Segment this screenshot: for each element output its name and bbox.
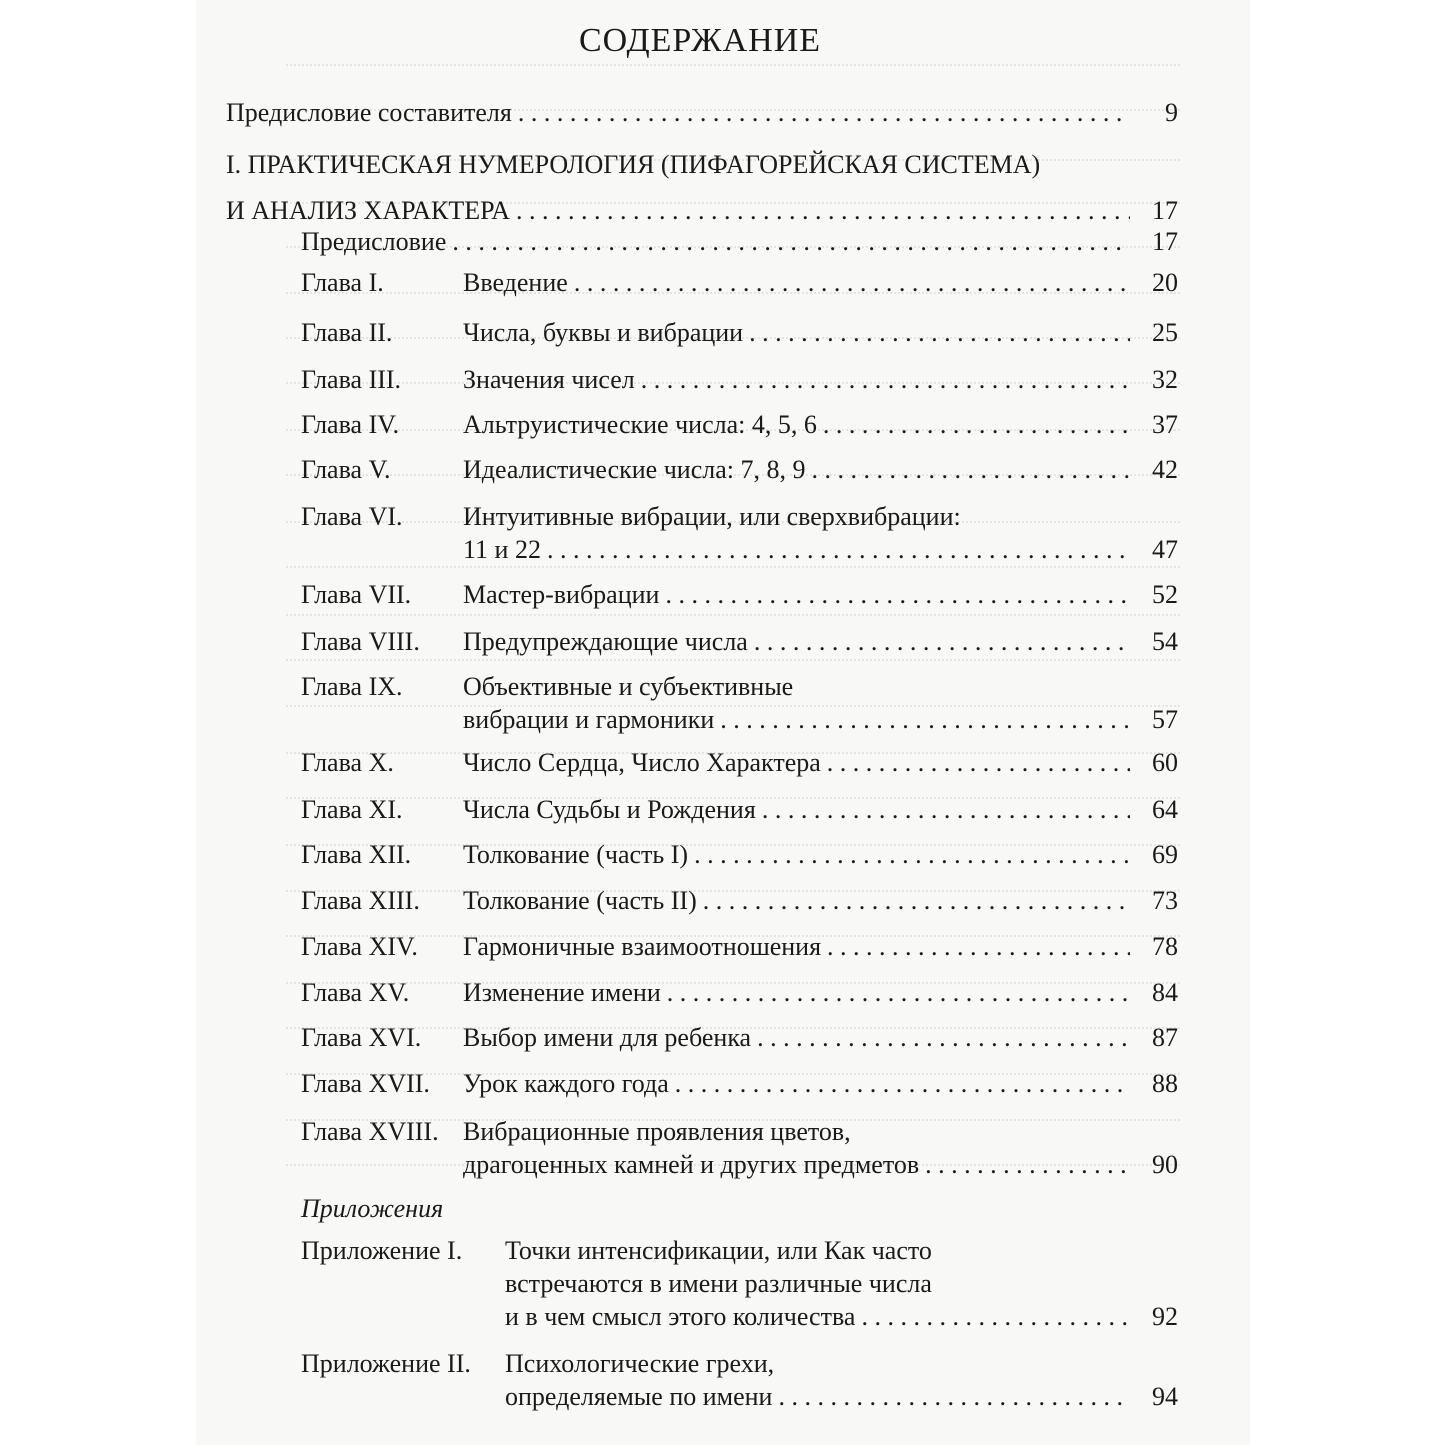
leader-dots: [516, 196, 1130, 226]
part-title-line1: I. ПРАКТИЧЕСКАЯ НУМЕРОЛОГИЯ (ПИФАГОРЕЙСКАЯ СИСТЕМА): [226, 150, 1041, 179]
toc-entry-chapter: [301, 627, 1178, 657]
toc-entry-chapter: [301, 580, 1178, 610]
page-number: 87: [1152, 1023, 1178, 1052]
leader-dots: [827, 748, 1130, 778]
toc-entry-chapter: [301, 268, 1178, 298]
page-number: 92: [1152, 1302, 1178, 1331]
toc-entry-part1-preface: [301, 227, 1178, 257]
entry-title-line: встречаются в имени различные числа: [505, 1269, 932, 1298]
page-number: 20: [1152, 268, 1178, 297]
leader-dots: [762, 795, 1130, 825]
toc-entry-chapter: [301, 1069, 1178, 1099]
leader-dots: [812, 455, 1131, 485]
toc-entry-appendix: [301, 1236, 1178, 1332]
chapter-label: Глава II.: [301, 318, 393, 347]
toc-entry-chapter: [301, 1023, 1178, 1053]
page-number: 17: [1152, 196, 1178, 225]
page-number: 25: [1152, 318, 1178, 347]
entry-title: Альтруистические числа: 4, 5, 6: [463, 410, 817, 439]
toc-entry-chapter: [301, 318, 1178, 348]
appendix-heading: Приложения: [301, 1194, 444, 1223]
entry-title-line: Интуитивные вибрации, или сверхвибрации:: [463, 502, 961, 531]
entry-title: Введение: [463, 268, 568, 297]
page-number: 57: [1152, 705, 1178, 734]
page-number: 54: [1152, 627, 1178, 656]
toc-entry-part1: [226, 150, 1178, 226]
entry-title: Урок каждого года: [463, 1069, 669, 1098]
toc-entry-chapter: [301, 410, 1178, 440]
chapter-label: Глава VII.: [301, 580, 412, 609]
page-number: 78: [1152, 932, 1178, 961]
leader-dots: [574, 268, 1130, 298]
bleed-through-line: [286, 659, 1180, 661]
page-number: 64: [1152, 795, 1178, 824]
chapter-label: Глава XII.: [301, 840, 412, 869]
entry-title: Мастер-вибрации: [463, 580, 660, 609]
entry-title-line: Объективные и субъективные: [463, 672, 794, 701]
leader-dots: [694, 840, 1130, 870]
page-number: 73: [1152, 886, 1178, 915]
toc-entry-chapter: [301, 672, 1178, 735]
leader-dots: [720, 705, 1130, 735]
page-title: СОДЕРЖАНИЕ: [578, 22, 822, 59]
toc-entry-appendix: [301, 1349, 1178, 1412]
chapter-label: Глава XVIII.: [301, 1117, 439, 1146]
leader-dots: [823, 410, 1130, 440]
toc-entry-chapter: [301, 365, 1178, 395]
toc-entry-preface: [226, 98, 1178, 128]
entry-title: Числа, буквы и вибрации: [463, 318, 744, 347]
page-number: 42: [1152, 455, 1178, 484]
toc-entry-chapter: [301, 502, 1178, 565]
entry-title: и в чем смысл этого количества: [505, 1302, 856, 1331]
page-number: 37: [1152, 410, 1178, 439]
chapter-label: Глава XVI.: [301, 1023, 422, 1052]
leader-dots: [547, 535, 1130, 565]
toc-entry-chapter: [301, 455, 1178, 485]
entry-title: 11 и 22: [463, 535, 541, 564]
chapter-label: Глава VI.: [301, 502, 403, 531]
leader-dots: [667, 978, 1130, 1008]
entry-title-line: Точки интенсификации, или Как часто: [505, 1236, 932, 1265]
entry-title: вибрации и гармоники: [463, 705, 715, 734]
book-page: [196, 0, 1250, 1445]
toc-entry-chapter: [301, 840, 1178, 870]
chapter-label: Глава IV.: [301, 410, 400, 439]
chapter-label: Глава XV.: [301, 978, 410, 1007]
leader-dots: [749, 318, 1130, 348]
leader-dots: [452, 227, 1130, 257]
page-number: 88: [1152, 1069, 1178, 1098]
leader-dots: [778, 1382, 1130, 1412]
leader-dots: [703, 886, 1130, 916]
chapter-label: Глава XVII.: [301, 1069, 430, 1098]
entry-title: Толкование (часть I): [463, 840, 689, 869]
leader-dots: [754, 627, 1130, 657]
entry-title-line: Психологические грехи,: [505, 1349, 775, 1378]
entry-title: определяемые по имени: [505, 1382, 773, 1411]
entry-title: Выбор имени для ребенка: [463, 1023, 752, 1052]
toc-entry-chapter: [301, 795, 1178, 825]
entry-title: Идеалистические числа: 7, 8, 9: [463, 455, 806, 484]
entry-title: Число Сердца, Число Характера: [463, 748, 821, 777]
chapter-label: Глава I.: [301, 268, 384, 297]
entry-title: Гармоничные взаимоотношения: [463, 932, 822, 961]
entry-title-line: Вибрационные проявления цветов,: [463, 1117, 851, 1146]
entry-title: драгоценных камней и других предметов: [463, 1150, 920, 1179]
toc-entry-chapter: [301, 932, 1178, 962]
chapter-label: Глава XI.: [301, 795, 403, 824]
entry-title: Числа Судьбы и Рождения: [463, 795, 756, 824]
entry-title: Предисловие: [301, 227, 447, 256]
page-number: 69: [1152, 840, 1178, 869]
bleed-through-line: [286, 614, 1180, 616]
leader-dots: [665, 580, 1130, 610]
page-number: 52: [1152, 580, 1178, 609]
page-number: 9: [1165, 98, 1178, 127]
leader-dots: [861, 1302, 1130, 1332]
chapter-label: Глава IX.: [301, 672, 403, 701]
toc-entry-chapter: [301, 886, 1178, 916]
page-number: 47: [1152, 535, 1178, 564]
page-number: 17: [1152, 227, 1178, 256]
page-number: 84: [1152, 978, 1178, 1007]
leader-dots: [827, 932, 1130, 962]
toc-entry-chapter: [301, 1117, 1178, 1180]
leader-dots: [641, 365, 1130, 395]
leader-dots: [518, 98, 1130, 128]
entry-title: Изменение имени: [463, 978, 661, 1007]
chapter-label: Глава XIII.: [301, 886, 420, 915]
page-number: 94: [1152, 1382, 1178, 1411]
leader-dots: [675, 1069, 1130, 1099]
leader-dots: [925, 1150, 1130, 1180]
chapter-label: Глава X.: [301, 748, 394, 777]
entry-title: Предупреждающие числа: [463, 627, 748, 656]
toc-entry-chapter: [301, 978, 1178, 1008]
chapter-label: Глава III.: [301, 365, 402, 394]
entry-title: Значения чисел: [463, 365, 635, 394]
bleed-through-line: [286, 566, 1180, 568]
chapter-label: Глава XIV.: [301, 932, 418, 961]
appendix-label: Приложение I.: [301, 1236, 463, 1265]
appendix-label: Приложение II.: [301, 1349, 471, 1378]
page-number: 90: [1152, 1150, 1178, 1179]
entry-title: Толкование (часть II): [463, 886, 697, 915]
bleed-through-line: [286, 64, 1180, 66]
toc-entry-chapter: [301, 748, 1178, 778]
chapter-label: Глава V.: [301, 455, 391, 484]
leader-dots: [757, 1023, 1130, 1053]
entry-title: Предисловие составителя: [226, 98, 512, 127]
part-title-line2: И АНАЛИЗ ХАРАКТЕРА: [226, 196, 511, 225]
page-number: 60: [1152, 748, 1178, 777]
chapter-label: Глава VIII.: [301, 627, 420, 656]
page-number: 32: [1152, 365, 1178, 394]
